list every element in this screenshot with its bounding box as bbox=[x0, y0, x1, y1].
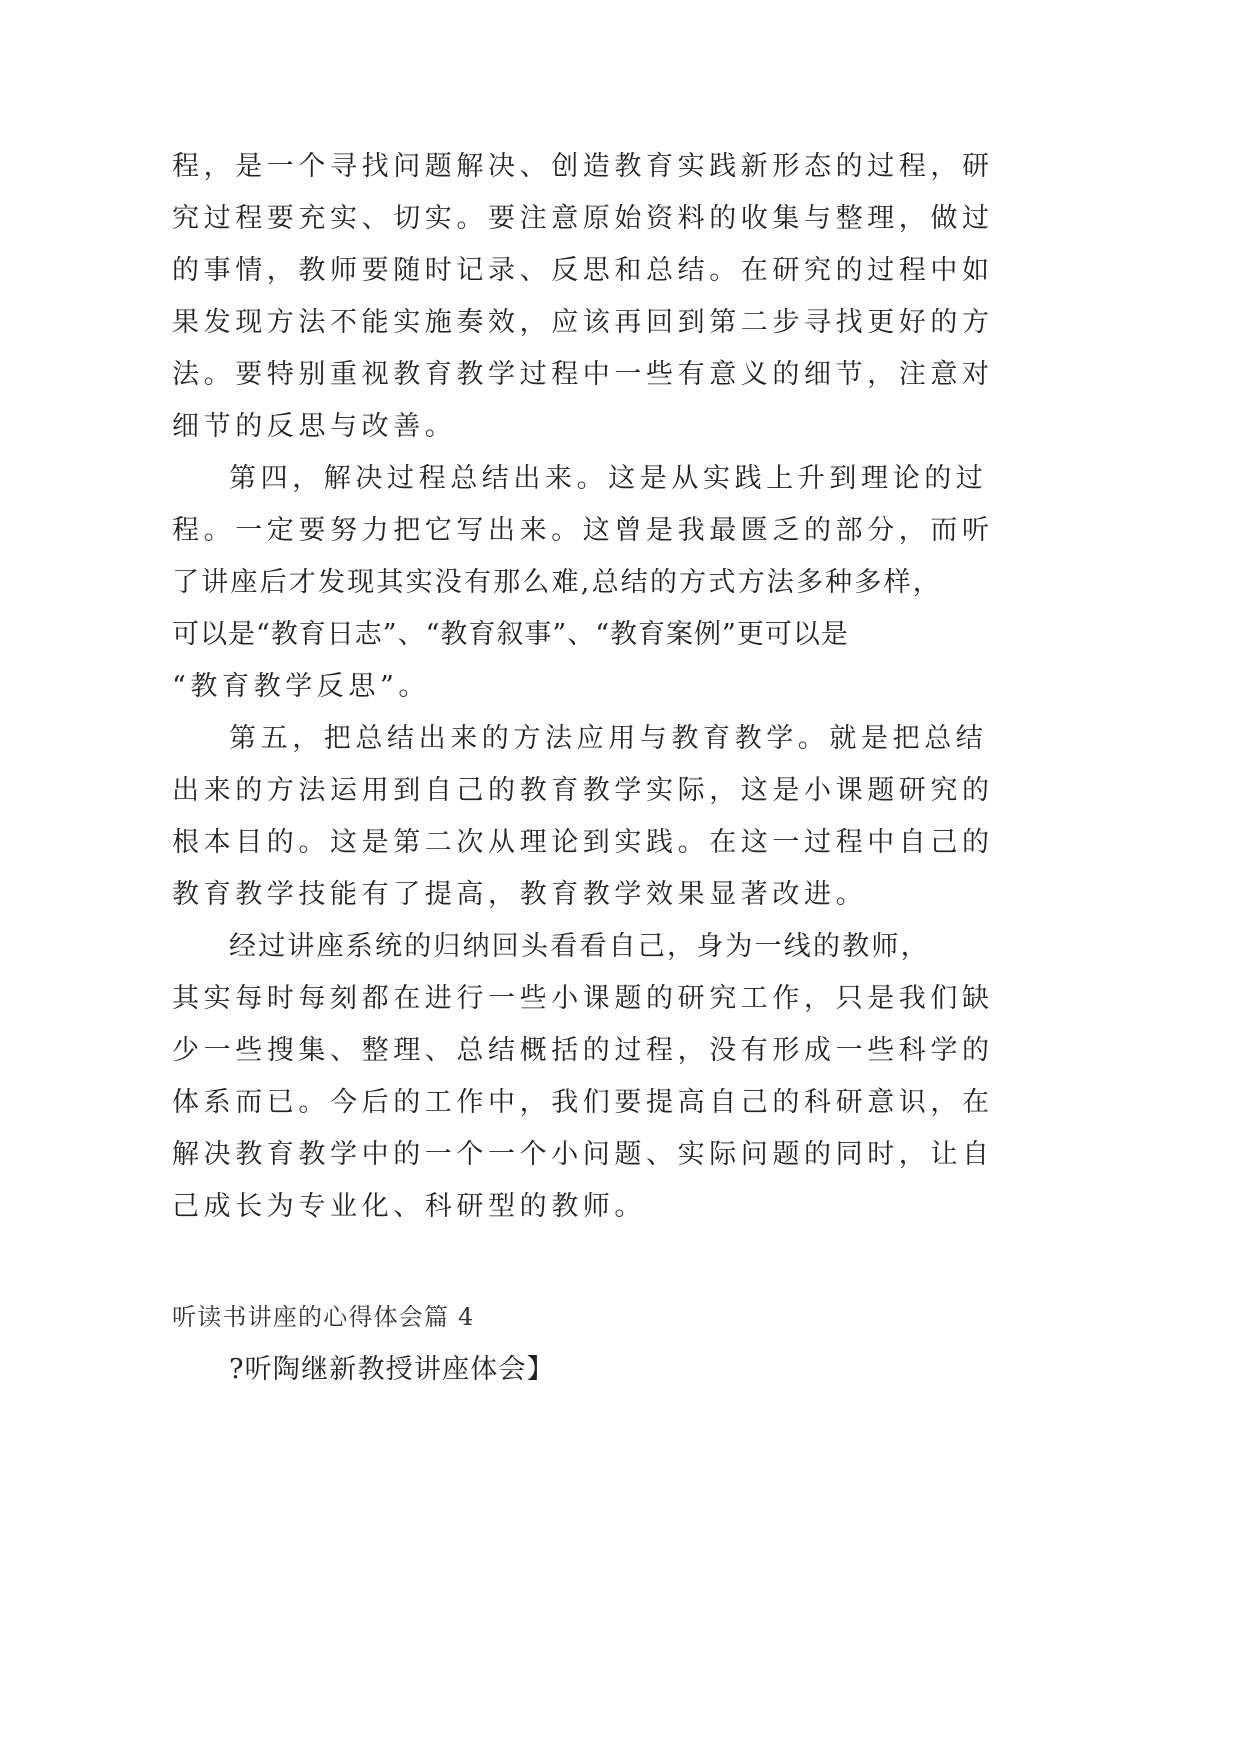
paragraph-line: 出来的方法运用到自己的教育教学实际，这是小课题研究的 bbox=[172, 775, 994, 806]
paragraph-line: 解决教育教学中的一个一个小问题、实际问题的同时，让自 bbox=[172, 1139, 994, 1170]
paragraph-line: 法。要特别重视教育教学过程中一些有意义的细节，注意对 bbox=[172, 359, 994, 390]
paragraph-line: 究过程要充实、切实。要注意原始资料的收集与整理，做过 bbox=[172, 203, 994, 234]
paragraph-line: 可以是“教育日志”、“教育叙事”、“教育案例”更可以是 bbox=[172, 619, 849, 650]
paragraph-line: 体系而已。今后的工作中，我们要提高自己的科研意识，在 bbox=[172, 1087, 994, 1118]
paragraph-line: 程，是一个寻找问题解决、创造教育实践新形态的过程，研 bbox=[172, 151, 994, 182]
section-subheading: ?听陶继新教授讲座体会】 bbox=[229, 1354, 555, 1385]
paragraph-line: 第四，解决过程总结出来。这是从实践上升到理论的过 bbox=[229, 463, 988, 494]
paragraph-line: 少一些搜集、整理、总结概括的过程，没有形成一些科学的 bbox=[172, 1035, 994, 1066]
paragraph-line: 根本目的。这是第二次从理论到实践。在这一过程中自己的 bbox=[172, 827, 994, 858]
paragraph-line: 第五，把总结出来的方法应用与教育教学。就是把总结 bbox=[229, 723, 988, 754]
paragraph-line: 其实每时每刻都在进行一些小课题的研究工作，只是我们缺 bbox=[172, 983, 994, 1014]
paragraph-line: 了讲座后才发现其实没有那么难,总结的方式方法多种多样， bbox=[172, 567, 942, 598]
paragraph-line: “教育教学反思”。 bbox=[172, 671, 431, 702]
paragraph-line: 的事情，教师要随时记录、反思和总结。在研究的过程中如 bbox=[172, 255, 994, 286]
paragraph-line: 教育教学技能有了提高，教育教学效果显著改进。 bbox=[172, 879, 868, 910]
section-heading: 听读书讲座的心得体会篇 4 bbox=[172, 1303, 475, 1331]
paragraph-line: 程。一定要努力把它写出来。这曾是我最匮乏的部分，而听 bbox=[172, 515, 994, 546]
paragraph-line: 经过讲座系统的归纳回头看看自己，身为一线的教师， bbox=[229, 931, 930, 962]
paragraph-line: 细节的反思与改善。 bbox=[172, 411, 457, 442]
paragraph-line: 己成长为专业化、科研型的教师。 bbox=[172, 1191, 646, 1222]
paragraph-line: 果发现方法不能实施奏效，应该再回到第二步寻找更好的方 bbox=[172, 307, 994, 338]
